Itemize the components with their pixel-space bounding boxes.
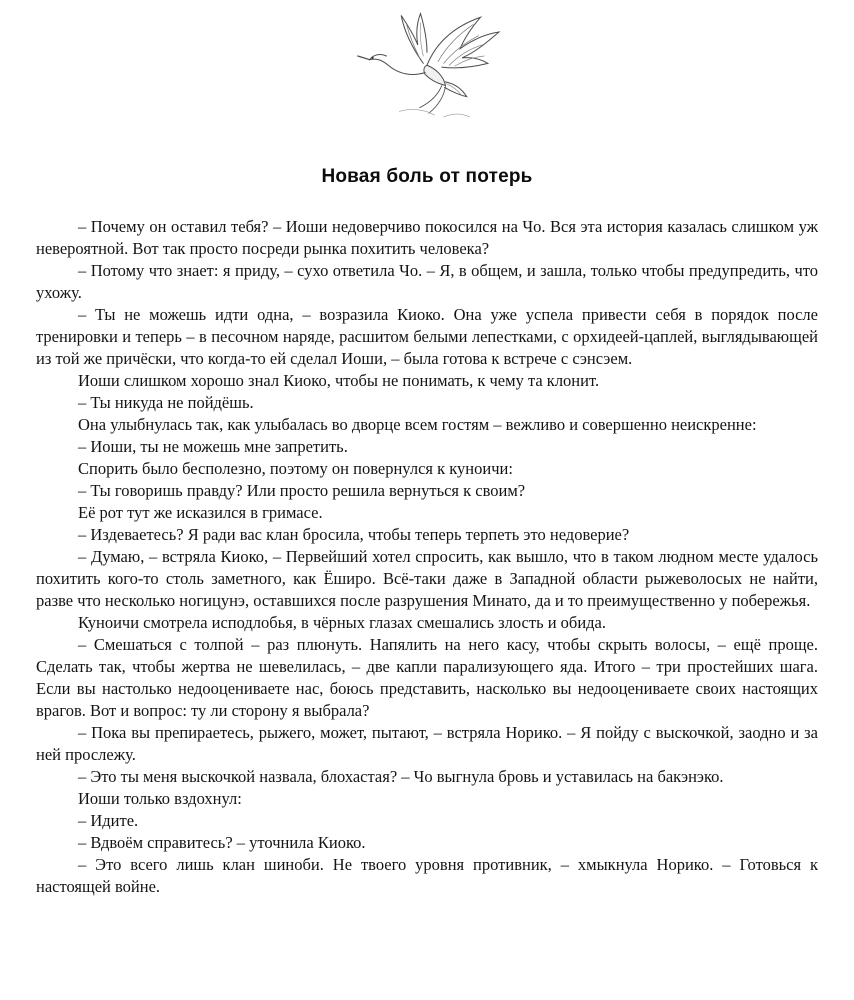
paragraph: – Издеваетесь? Я ради вас клан бросила, чтобы теперь терпеть это недоверие? <box>78 525 630 544</box>
paragraph: – Вдвоём справитесь? – уточнила Киоко. <box>78 833 366 852</box>
paragraph: – Думаю, – встряла Киоко, – Первейший хотел спросить, как вышло, что в таком людном месте удалось похитить кого-то столь заметного, как Ёширо. Всё-таки даже в Западной области рыжеволосых не найти, разве что несколько ногицунэ, оставшихся после разрушения Минато, да и то преимущественно у побережья. <box>36 547 818 610</box>
crane-illustration <box>332 8 522 128</box>
paragraph: Иоши слишком хорошо знал Киоко, чтобы не понимать, к чему та клонит. <box>78 371 600 390</box>
paragraph: – Почему он оставил тебя? – Иоши недоверчиво покосился на Чо. Вся эта история казалась слишком уж невероятной. Вот так просто посреди рынка похитить человека? <box>36 217 818 258</box>
paragraph: Иоши только вздохнул: <box>78 789 242 808</box>
paragraph: – Потому что знает: я приду, – сухо ответила Чо. – Я, в общем, и зашла, только чтобы предупредить, что ухожу. <box>36 261 818 302</box>
paragraph: – Ты говоришь правду? Или просто решила вернуться к своим? <box>78 481 526 500</box>
paragraph: Она улыбнулась так, как улыбалась во дворце всем гостям – вежливо и совершенно неискренне: <box>78 415 757 434</box>
paragraph: Спорить было бесполезно, поэтому он повернулся к куноичи: <box>78 459 513 478</box>
paragraph: – Иоши, ты не можешь мне запретить. <box>78 437 348 456</box>
paragraph: – Пока вы препираетесь, рыжего, может, пытают, – встряла Норико. – Я пойду с выскочкой, заодно и за ней прослежу. <box>36 723 818 764</box>
paragraph: – Ты не можешь идти одна, – возразила Киоко. Она уже успела привести себя в порядок после тренировки и теперь – в песочном наряде, расшитом белыми лепестками, с орхидеей-цаплей, выглядывающей из той же причёски, что когда-то ей сделал Иоши, – была готова к встрече с сэнсэем. <box>36 305 818 368</box>
paragraph: – Это ты меня выскочкой назвала, блохастая? – Чо выгнула бровь и уставилась на бакэнэко. <box>78 767 724 786</box>
paragraph: – Идите. <box>78 811 139 830</box>
chapter-illustration-area <box>36 6 818 130</box>
chapter-title: Новая боль от потерь <box>321 166 533 187</box>
story-text <box>36 216 818 898</box>
paragraph: Куноичи смотрела исподлобья, в чёрных глазах смешались злость и обида. <box>78 613 606 632</box>
paragraph: – Это всего лишь клан шиноби. Не твоего уровня противник, – хмыкнула Норико. – Готовься к настоящей войне. <box>36 855 818 896</box>
paragraph: Её рот тут же исказился в гримасе. <box>78 503 323 522</box>
paragraph: – Смешаться с толпой – раз плюнуть. Напялить на него касу, чтобы скрыть волосы, – ещё проще. Сделать так, чтобы жертва не шевелилась, – две капли парализующего яда. Итого – три простейших шага. Если вы настолько недооцениваете нас, боюсь представить, насколько вы недооцениваете своих настоящих врагов. Вот и вопрос: ту ли сторону я выбрала? <box>36 635 818 720</box>
paragraph: – Ты никуда не пойдёшь. <box>78 393 254 412</box>
